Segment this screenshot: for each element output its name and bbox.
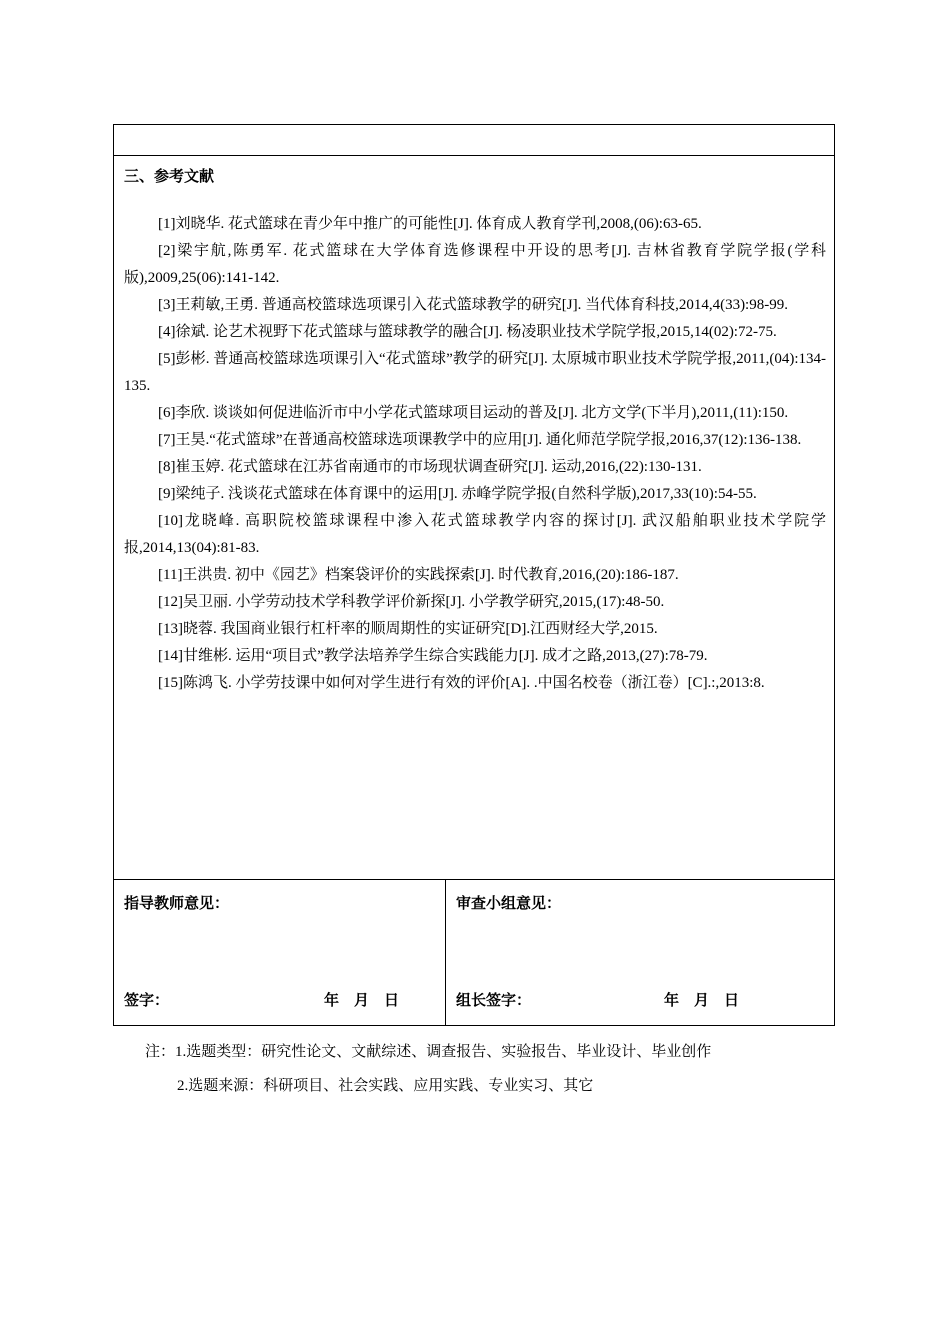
reference-item: [3]王莉敏,王勇. 普通高校篮球选项课引入花式篮球教学的研究[J]. 当代体育科技,2014,4(33):98-99. — [158, 297, 788, 313]
reference-item: [9]梁纯子. 浅谈花式篮球在体育课中的运用[J]. 赤峰学院学报(自然科学版),2017,33(10):54-55. — [158, 486, 757, 502]
review-date: 年 月 日 — [664, 993, 740, 1009]
reference-item: [13]晓蓉. 我国商业银行杠杆率的顺周期性的实证研究[D].江西财经大学,2015. — [158, 621, 658, 637]
reference-item: [1]刘晓华. 花式篮球在青少年中推广的可能性[J]. 体育成人教育学刊,2008,(06):63-65. — [158, 216, 702, 232]
reference-item: [5]彭彬. 普通高校篮球选项课引入“花式篮球”教学的研究[J]. 太原城市职业技术学院学报,2011,(04):134-135. — [124, 351, 826, 394]
form-table — [113, 124, 835, 1026]
review-opinion-label: 审查小组意见： — [456, 896, 562, 912]
reference-item: [10]龙晓峰. 高职院校篮球课程中渗入花式篮球教学内容的探讨[J]. 武汉船舶职业技术学院学报,2014,13(04):81-83. — [124, 513, 826, 556]
reference-item: [15]陈鸿飞. 小学劳技课中如何对学生进行有效的评价[A]. .中国名校卷（浙江卷）[C].:,2013:8. — [158, 675, 765, 691]
reference-list — [124, 211, 826, 697]
review-sign-label: 组长签字： — [456, 993, 532, 1009]
note-line: 2.选题来源：科研项目、社会实践、应用实践、专业实习、其它 — [177, 1078, 594, 1094]
reference-item: [11]王洪贵. 初中《园艺》档案袋评价的实践探索[J]. 时代教育,2016,(20):186-187. — [158, 567, 679, 583]
note-line: 注：1.选题类型：研究性论文、文献综述、调查报告、实验报告、毕业设计、毕业创作 — [145, 1044, 712, 1060]
advisor-sign-label: 签字： — [124, 993, 170, 1009]
advisor-date: 年 月 日 — [324, 993, 400, 1009]
section-title: 三、参考文献 — [124, 169, 215, 185]
reference-item: [7]王昊.“花式篮球”在普通高校篮球选项课教学中的应用[J]. 通化师范学院学报,2016,37(12):136-138. — [158, 432, 802, 448]
empty-header-row — [114, 125, 834, 156]
advisor-opinion-label: 指导教师意见： — [124, 896, 230, 912]
reference-item: [2]梁宇航,陈勇军. 花式篮球在大学体育选修课程中开设的思考[J]. 吉林省教育学院学报(学科版),2009,25(06):141-142. — [124, 243, 826, 286]
reference-item: [8]崔玉婷. 花式篮球在江苏省南通市的市场现状调查研究[J]. 运动,2016,(22):130-131. — [158, 459, 702, 475]
reference-item: [6]李欣. 谈谈如何促进临沂市中小学花式篮球项目运动的普及[J]. 北方文学(下半月),2011,(11):150. — [158, 405, 789, 421]
opinion-row — [114, 879, 834, 1025]
reference-item: [4]徐斌. 论艺术视野下花式篮球与篮球教学的融合[J]. 杨凌职业技术学院学报,2015,14(02):72-75. — [158, 324, 777, 340]
column-divider — [445, 880, 446, 1025]
reference-item: [12]吴卫丽. 小学劳动技术学科教学评价新探[J]. 小学教学研究,2015,(17):48-50. — [158, 594, 665, 610]
reference-item: [14]甘维彬. 运用“项目式”教学法培养学生综合实践能力[J]. 成才之路,2013,(27):78-79. — [158, 648, 708, 664]
